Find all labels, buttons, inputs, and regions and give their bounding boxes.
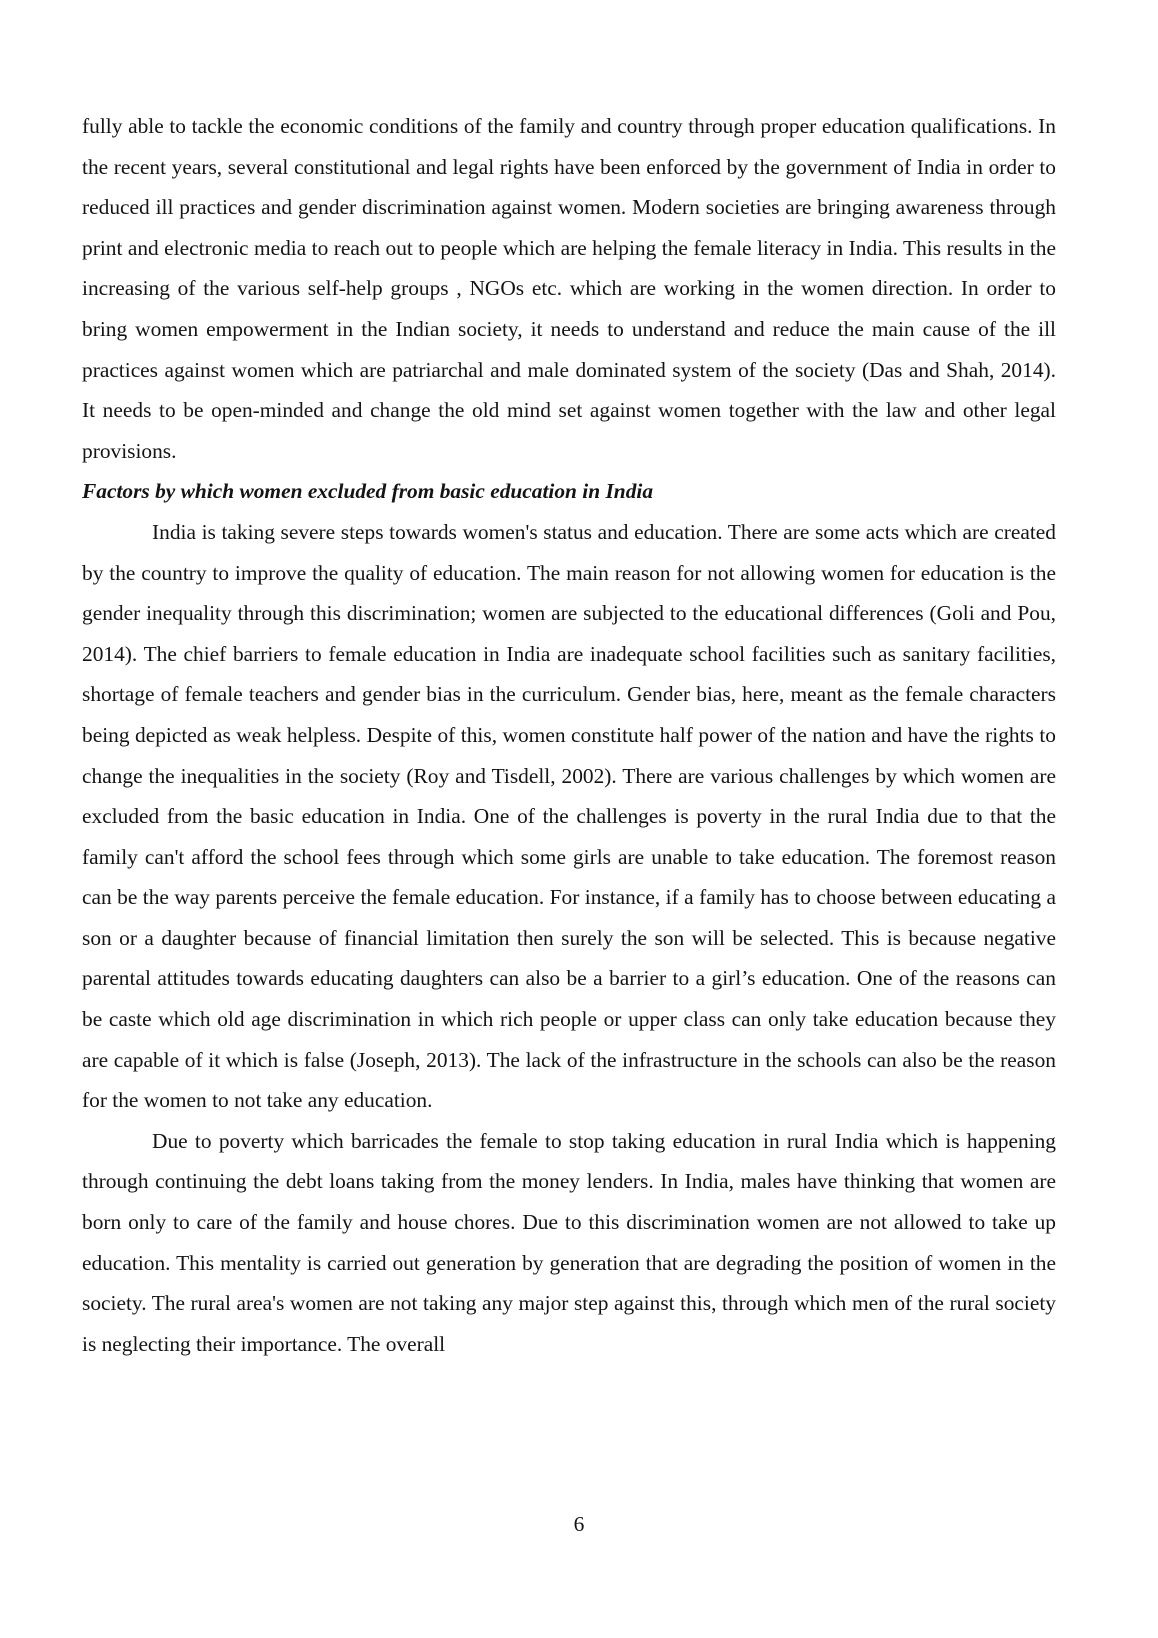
section-heading: Factors by which women excluded from basic education in India — [82, 479, 654, 504]
document-page — [82, 106, 1056, 1364]
body-paragraph-1: fully able to tackle the economic conditions of the family and country through proper education qualifications. In the recent years, several constitutional and legal rights have been enforced by the government of India in order to reduced ill practices and gender discrimination against women. Modern societies are bringing awareness through print and electronic media to reach out to people which are helping the female literacy in India. This results in the increasing of the various self-help groups , NGOs etc. which are working in the women direction. In order to bring women empowerment in the Indian society, it needs to understand and reduce the main cause of the ill practices against women which are patriarchal and male dominated system of the society (Das and Shah, 2014). It needs to be open-minded and change the old mind set against women together with the law and other legal provisions. — [82, 114, 1056, 463]
page-number: 6 — [573, 1512, 585, 1536]
body-paragraph-2: India is taking severe steps towards women's status and education. There are some acts which are created by the country to improve the quality of education. The main reason for not allowing women for education is the gender inequality through this discrimination; women are subjected to the educational differences (Goli and Pou, 2014). The chief barriers to female education in India are inadequate school facilities such as sanitary facilities, shortage of female teachers and gender bias in the curriculum. Gender bias, here, meant as the female characters being depicted as weak helpless. Despite of this, women constitute half power of the nation and have the rights to change the inequalities in the society (Roy and Tisdell, 2002). There are various challenges by which women are excluded from the basic education in India. One of the challenges is poverty in the rural India due to that the family can't afford the school fees through which some girls are unable to take education. The foremost reason can be the way parents perceive the female education. For instance, if a family has to choose between educating a son or a daughter because of financial limitation then surely the son will be selected. This is because negative parental attitudes towards educating daughters can also be a barrier to a girl’s education. One of the reasons can be caste which old age discrimination in which rich people or upper class can only take education because they are capable of it which is false (Joseph, 2013). The lack of the infrastructure in the schools can also be the reason for the women to not take any education. — [82, 519, 1056, 1113]
body-paragraph-3: Due to poverty which barricades the female to stop taking education in rural India which is happening through continuing the debt loans taking from the money lenders. In India, males have thinking that women are born only to care of the family and house chores. Due to this discrimination women are not allowed to take up education. This mentality is carried out generation by generation that are degrading the position of women in the society. The rural area's women are not taking any major step against this, through which men of the rural society is neglecting their importance. The overall — [82, 1128, 1056, 1356]
